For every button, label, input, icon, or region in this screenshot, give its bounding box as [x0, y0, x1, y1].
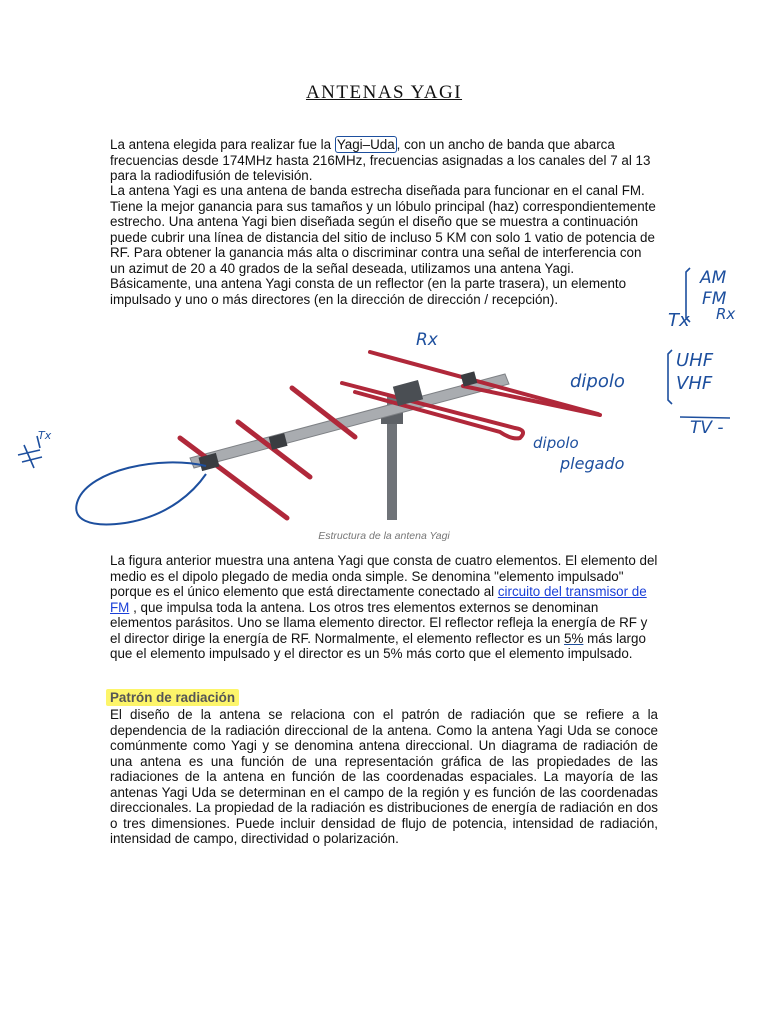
- intro-text-b: , con un ancho de banda que abarca frecuencias desde 174MHz hasta 216MHz, frecuencias asignadas a los canales del 7 al 13 para la radiodifusión de televisión.: [110, 137, 651, 183]
- yagi-uda-term: Yagi–Uda: [336, 137, 395, 152]
- note-dipolo-plegado-1: dipolo: [533, 434, 579, 452]
- radiation-paragraph: El diseño de la antena se relaciona con el patrón de radiación que se refiere a la dependencia de la radiación direccional de la antena. Como la antena Yagi Uda se conoce comúnmente como Yagi y se denomina antena direccional. Un diagrama de radiación de una antena es una función de una representación gráfica de las propiedades de las radiaciones de la antena en función de las coordenadas espaciales. La mayoría de las antenas Yagi Uda se determinan en el campo de la región y es función de las coordenadas direccionales. La propiedad de la radiación es distribuciones de energía de radiación en dos o tres dimensiones. Puede incluir densidad de flujo de potencia, intensidad de radiación, intensidad de campo, directividad o polarización.: [110, 707, 658, 846]
- note-uhf: UHF: [676, 350, 714, 371]
- explanation-text-b: , que impulsa toda la antena. Los otros tres elementos externos se denominan elementos parásitos. Uno se llama elemento director. El reflector refleja la energía de RF y el director dirige la energía de RF. Normalmente, el elemento reflector es un: [110, 599, 648, 646]
- element-clamp: [269, 433, 288, 450]
- folded-dipole-element: [342, 352, 598, 438]
- note-fm: FM: [702, 289, 727, 309]
- section-heading-radiation-pattern: Patrón de radiación: [106, 689, 239, 706]
- explanation-text-a: La figura anterior muestra una antena Yagi que consta de cuatro elementos. El elemento del medio es el dipolo plegado de media onda simple. Se denomina "elemento impulsado" porque es el único elemento que está directamente conectado al: [110, 553, 658, 599]
- note-rx: Rx: [416, 330, 438, 350]
- note-tv: TV -: [690, 418, 724, 438]
- note-rx-side: Rx: [716, 305, 736, 323]
- intro-text-a: La antena elegida para realizar fue la: [110, 137, 335, 152]
- note-dipolo: dipolo: [570, 371, 625, 392]
- figure-explanation-paragraph: [110, 553, 658, 662]
- figure-caption: Estructura de la antena Yagi: [318, 530, 450, 542]
- percent-underlined: 5%: [564, 630, 584, 646]
- note-vhf: VHF: [676, 373, 713, 394]
- note-tx: Tx: [38, 429, 52, 442]
- description-paragraph: La antena Yagi es una antena de banda estrecha diseñada para funcionar en el canal FM. Tiene la mejor ganancia para sus tamaños y un lóbulo principal (haz) correspondientemente estrecho. Una antena Yagi bien diseñada según el diseño que se muestra a continuación puede cubrir una línea de distancia del sitio de incluso 5 KM con solo 1 vatio de potencia de RF. Para obtener la ganancia más alta o discriminar contra una señal de interferencia con un azimut de 20 a 40 grados de la señal deseada, utilizamos una antena Yagi. Básicamente, una antena Yagi consta de un reflector (en la parte trasera), un elemento impulsado y uno o más directores (en la dirección de dirección / recepción).: [110, 183, 656, 307]
- explanation-text-c: más largo que el elemento impulsado y el director es un 5% más corto que el elemento impulsado.: [110, 630, 646, 661]
- handwritten-loop-stroke: [76, 462, 206, 524]
- note-am: AM: [700, 268, 727, 288]
- page-title: ANTENAS YAGI: [305, 82, 463, 103]
- fm-transmitter-link[interactable]: circuito del transmisor de FM: [110, 584, 647, 615]
- note-dipolo-plegado-2: plegado: [560, 454, 625, 473]
- note-tx-side: Tx: [668, 310, 690, 331]
